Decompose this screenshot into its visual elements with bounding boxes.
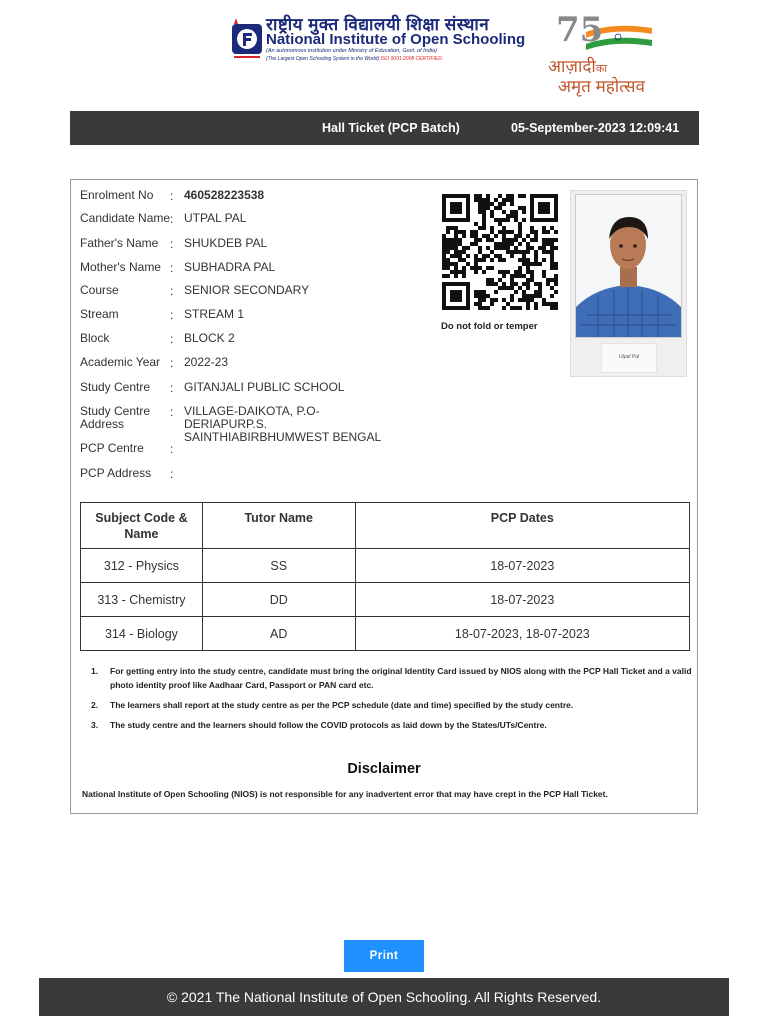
column-header-subject: Subject Code & Name xyxy=(81,503,203,549)
nios-iso: ISO 9001:2008 CERTIFIED xyxy=(380,56,442,62)
instruction-number: 2. xyxy=(91,700,99,710)
pcp-dates-cell: 18-07-2023 xyxy=(355,583,689,617)
info-colon: : xyxy=(170,332,174,346)
info-label: Candidate Name xyxy=(80,211,171,225)
nios-tagline-2 xyxy=(266,56,442,62)
qr-caption: Do not fold or temper xyxy=(441,321,538,332)
info-colon: : xyxy=(170,356,174,370)
disclaimer-text: National Institute of Open Schooling (NIOS) is not responsible for any inadvertent error that may have crept in the PCP Hall Ticket. xyxy=(82,789,608,799)
info-label: Course xyxy=(80,283,119,297)
nios-logo xyxy=(230,12,526,62)
info-colon: : xyxy=(170,261,174,275)
subject-cell: 314 - Biology xyxy=(81,617,203,651)
study-centre-address: VILLAGE-DAIKOTA, P.O-DERIAPURP.S. SAINTHIABIRBHUMWEST BENGAL xyxy=(184,404,382,444)
candidate-photo-image xyxy=(576,195,681,337)
info-label: Study Centre Address xyxy=(80,404,151,431)
enrolment-number: 460528223538 xyxy=(184,188,265,202)
study-centre: GITANJALI PUBLIC SCHOOL xyxy=(184,380,345,394)
info-label: Stream xyxy=(80,307,119,321)
nios-emblem-icon xyxy=(230,16,264,60)
azadi-line2: अमृत महोत्सव xyxy=(558,77,645,96)
candidate-photo xyxy=(575,194,682,338)
info-label: PCP Centre xyxy=(80,441,144,455)
candidate-signature xyxy=(601,343,657,373)
tutor-cell: SS xyxy=(202,549,355,583)
instruction-text: The learners shall report at the study centre as per the PCP schedule (date and time) specified by the study centre. xyxy=(110,700,574,710)
table-row xyxy=(81,583,690,617)
azadi-ka: का xyxy=(595,63,608,75)
pcp-dates-cell: 18-07-2023 xyxy=(355,549,689,583)
course: SENIOR SECONDARY xyxy=(184,283,310,297)
instruction-number: 3. xyxy=(91,720,99,730)
table-row xyxy=(81,549,690,583)
info-label: Block xyxy=(80,331,110,345)
table-row xyxy=(81,617,690,651)
pcp-dates-cell: 18-07-2023, 18-07-2023 xyxy=(355,617,689,651)
block: BLOCK 2 xyxy=(184,331,235,345)
azadi-75: 75 xyxy=(556,10,604,50)
mother-name: SUBHADRA PAL xyxy=(184,260,276,274)
signature-text: Utpal Pal xyxy=(618,354,640,360)
qr-code xyxy=(442,192,558,314)
table-header-row xyxy=(81,503,690,549)
instruction-number: 1. xyxy=(91,666,99,676)
nios-tagline: (An autonomous institution under Ministry of Education, Govt. of India) xyxy=(266,48,437,54)
subject-cell: 312 - Physics xyxy=(81,549,203,583)
photo-frame xyxy=(570,190,687,377)
info-colon: : xyxy=(170,189,174,203)
hall-ticket-title-bar xyxy=(70,111,699,145)
instruction-text: The study centre and the learners should follow the COVID protocols as laid down by the States/UTs/Centre. xyxy=(110,720,547,730)
column-header-tutor: Tutor Name xyxy=(202,503,355,549)
nios-name-part2: Open Schooling xyxy=(410,31,526,48)
nios-english-name xyxy=(266,31,525,48)
disclaimer-heading: Disclaimer xyxy=(347,761,421,777)
info-label: Mother's Name xyxy=(80,260,161,274)
info-colon: : xyxy=(170,442,174,456)
academic-year: 2022-23 xyxy=(184,355,229,369)
tutor-cell: AD xyxy=(202,617,355,651)
print-button[interactable]: Print xyxy=(344,940,424,972)
info-colon: : xyxy=(170,381,174,395)
info-label: Study Centre xyxy=(80,380,151,394)
father-name: SHUKDEB PAL xyxy=(184,236,268,250)
tutor-cell: DD xyxy=(202,583,355,617)
footer-copyright: © 2021 The National Institute of Open Schooling. All Rights Reserved. xyxy=(39,978,729,1016)
stream: STREAM 1 xyxy=(184,307,245,321)
hall-ticket-card xyxy=(70,179,698,814)
info-colon: : xyxy=(170,467,174,481)
info-colon: : xyxy=(170,212,174,226)
info-colon: : xyxy=(170,237,174,251)
nios-largest: (The Largest Open Schooling System in the World) xyxy=(266,56,380,62)
subject-cell: 313 - Chemistry xyxy=(81,583,203,617)
column-header-pcp-dates: PCP Dates xyxy=(355,503,689,549)
nios-name-part1: National Institute of xyxy=(266,31,411,48)
azadi-ka-amrit-mahotsav-logo xyxy=(548,10,670,94)
info-label: Academic Year xyxy=(80,355,161,369)
info-label: Father's Name xyxy=(80,236,159,250)
info-colon: : xyxy=(170,308,174,322)
subject-table xyxy=(80,502,690,651)
nios-hindi-name: राष्ट्रीय मुक्त विद्यालयी शिक्षा संस्थान xyxy=(266,15,490,34)
candidate-name: UTPAL PAL xyxy=(184,211,247,225)
page-title: Hall Ticket (PCP Batch) xyxy=(322,121,460,135)
info-colon: : xyxy=(170,284,174,298)
azadi-word: आज़ादी xyxy=(548,57,596,76)
instruction-text: For getting entry into the study centre, candidate must bring the original Identity Card issued by NIOS along with the PCP Hall Ticket and a valid photo identity proof like Aadhaar Card, Passport or PAN card etc. xyxy=(110,666,692,690)
info-label: Enrolment No xyxy=(80,188,154,202)
info-colon: : xyxy=(170,405,174,419)
generated-datetime: 05-September-2023 12:09:41 xyxy=(511,121,680,135)
info-label: PCP Address xyxy=(80,466,152,480)
